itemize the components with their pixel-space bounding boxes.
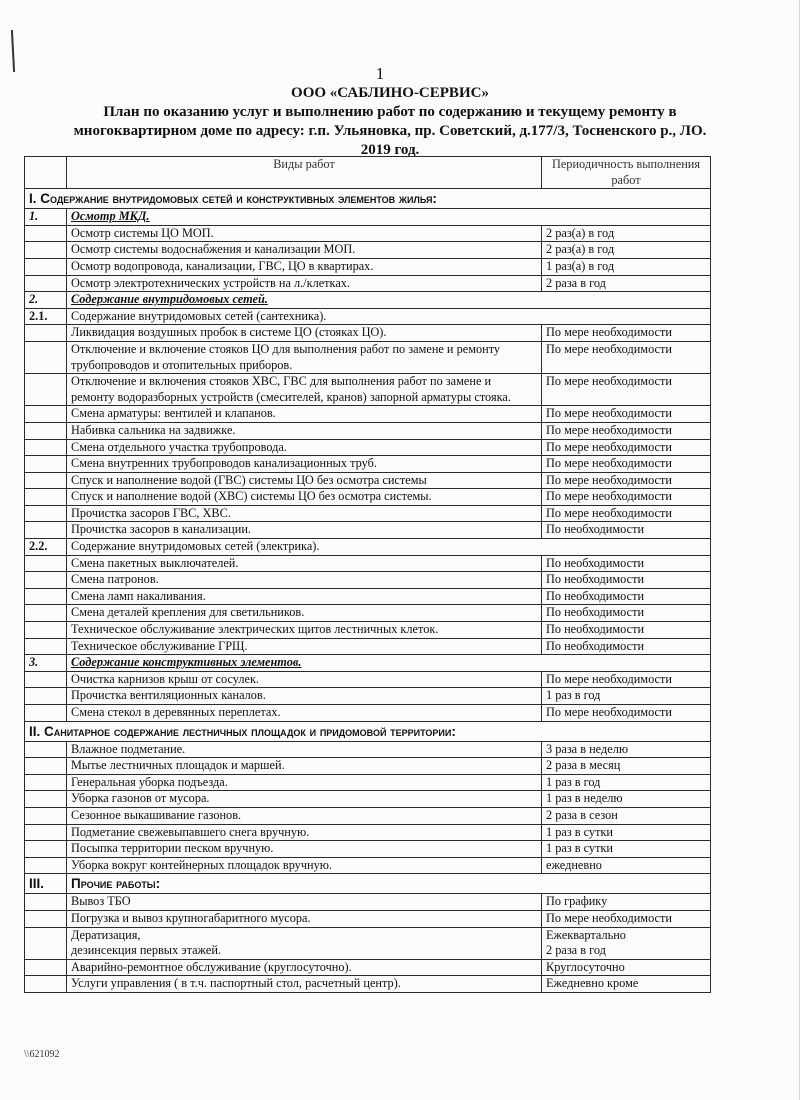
section-heading-row [25, 874, 711, 894]
table-row [25, 275, 711, 292]
work-description: Подметание свежевыпавшего снега вручную. [67, 824, 542, 841]
subsection-title [67, 539, 711, 556]
company-name: ООО «САБЛИНО-СЕРВИС» [291, 85, 489, 101]
work-periodicity: По необходимости [542, 588, 711, 605]
item-number [25, 439, 67, 456]
item-number [25, 225, 67, 242]
work-periodicity: Ежеквартально 2 раза в год [542, 927, 711, 959]
work-description: Осмотр системы ЦО МОП. [67, 225, 542, 242]
work-periodicity: 2 раза в сезон [542, 807, 711, 824]
table-row [25, 522, 711, 539]
work-description: Отключение и включение стояков ЦО для выполнения работ по замене и ремонту трубопроводов и отопительных приборов. [67, 341, 542, 373]
work-description: Прочистка засоров в канализации. [67, 522, 542, 539]
header-works-cell: Виды работ [67, 157, 542, 189]
work-description: Уборка газонов от мусора. [67, 791, 542, 808]
section-number: III. [25, 874, 67, 894]
document-code: \\621092 [24, 1049, 60, 1060]
subsection-row [25, 655, 711, 672]
subsection-title-text: Содержание внутридомовых сетей. [71, 292, 268, 307]
section-title: Прочие работы: [67, 874, 711, 894]
table-row [25, 555, 711, 572]
table-row [25, 325, 711, 342]
item-number [25, 374, 67, 406]
work-description: Мытье лестничных площадок и маршей. [67, 758, 542, 775]
work-periodicity: ежедневно [542, 857, 711, 874]
work-description: Дератизация, дезинсекция первых этажей. [67, 927, 542, 959]
subsection-title [67, 209, 711, 226]
table-row [25, 688, 711, 705]
plan-title-line-1: План по оказанию услуг и выполнению работ по содержанию и текущему ремонту в [103, 104, 677, 120]
table-row [25, 894, 711, 911]
item-number [25, 894, 67, 911]
work-description: Ликвидация воздушных пробок в системе ЦО (стояках ЦО). [67, 325, 542, 342]
table-row [25, 406, 711, 423]
table-row [25, 741, 711, 758]
subsection-row [25, 308, 711, 325]
work-description: Смена пакетных выключателей. [67, 555, 542, 572]
item-number [25, 688, 67, 705]
work-description: Смена деталей крепления для светильников. [67, 605, 542, 622]
subsection-title [67, 308, 711, 325]
subsection-title-text: Содержание внутридомовых сетей (сантехника). [71, 308, 327, 323]
work-description: Погрузка и вывоз крупногабаритного мусора. [67, 910, 542, 927]
work-description: Сезонное выкашивание газонов. [67, 807, 542, 824]
work-description: Аварийно-ремонтное обслуживание (круглосуточно). [67, 959, 542, 976]
work-description: Техническое обслуживание электрических щитов лестничных клеток. [67, 622, 542, 639]
table-row [25, 242, 711, 259]
table-row [25, 489, 711, 506]
table-row [25, 472, 711, 489]
subsection-title-text: Содержание внутридомовых сетей (электрика). [71, 539, 320, 554]
work-periodicity: По мере необходимости [542, 325, 711, 342]
work-periodicity: По мере необходимости [542, 422, 711, 439]
item-number [25, 522, 67, 539]
work-periodicity: По мере необходимости [542, 341, 711, 373]
table-row [25, 791, 711, 808]
work-periodicity: 2 раз(а) в год [542, 242, 711, 259]
item-number [25, 456, 67, 473]
work-periodicity: 1 раз(а) в год [542, 258, 711, 275]
item-number [25, 824, 67, 841]
work-periodicity: По мере необходимости [542, 439, 711, 456]
work-periodicity: По необходимости [542, 638, 711, 655]
item-number [25, 258, 67, 275]
work-periodicity: По необходимости [542, 572, 711, 589]
item-number: 1. [25, 209, 67, 226]
table-row [25, 927, 711, 959]
work-periodicity: 1 раз в год [542, 774, 711, 791]
table-row [25, 638, 711, 655]
work-description: Смена внутренних трубопроводов канализационных труб. [67, 456, 542, 473]
item-number [25, 758, 67, 775]
item-number [25, 341, 67, 373]
item-number [25, 857, 67, 874]
item-number [25, 774, 67, 791]
item-number [25, 741, 67, 758]
work-periodicity: По мере необходимости [542, 910, 711, 927]
item-number [25, 807, 67, 824]
table-row [25, 374, 711, 406]
item-number [25, 638, 67, 655]
table-row [25, 505, 711, 522]
subsection-title-text: Содержание конструктивных элементов. [71, 655, 302, 670]
table-row [25, 588, 711, 605]
work-description: Спуск и наполнение водой (ХВС) системы ЦО без осмотра системы. [67, 489, 542, 506]
work-description: Очистка карнизов крыш от сосулек. [67, 671, 542, 688]
works-plan-table [24, 156, 711, 993]
work-description: Уборка вокруг контейнерных площадок вручную. [67, 857, 542, 874]
work-description: Прочистка засоров ГВС, ХВС. [67, 505, 542, 522]
table-row [25, 572, 711, 589]
item-number [25, 275, 67, 292]
item-number [25, 910, 67, 927]
table-row [25, 422, 711, 439]
work-description: Осмотр электротехнических устройств на л./клетках. [67, 275, 542, 292]
table-row [25, 774, 711, 791]
subsection-title [67, 655, 711, 672]
table-row [25, 671, 711, 688]
work-description: Смена стекол в деревянных переплетах. [67, 705, 542, 722]
item-number [25, 489, 67, 506]
work-periodicity: 2 раз(а) в год [542, 225, 711, 242]
item-number [25, 959, 67, 976]
item-number [25, 841, 67, 858]
work-periodicity: 2 раза в год [542, 275, 711, 292]
table-row [25, 758, 711, 775]
table-row [25, 705, 711, 722]
work-description: Влажное подметание. [67, 741, 542, 758]
work-periodicity: По мере необходимости [542, 505, 711, 522]
item-number [25, 671, 67, 688]
work-periodicity: Круглосуточно [542, 959, 711, 976]
work-periodicity: По мере необходимости [542, 472, 711, 489]
item-number [25, 572, 67, 589]
section-heading-row [25, 721, 711, 741]
subsection-row [25, 539, 711, 556]
item-number [25, 622, 67, 639]
table-row [25, 976, 711, 993]
work-description: Прочистка вентиляционных каналов. [67, 688, 542, 705]
item-number: 2.2. [25, 539, 67, 556]
subsection-title-text: Осмотр МКД. [71, 209, 150, 224]
table-row [25, 605, 711, 622]
work-description: Осмотр системы водоснабжения и канализации МОП. [67, 242, 542, 259]
item-number [25, 927, 67, 959]
item-number: 3. [25, 655, 67, 672]
work-periodicity: По мере необходимости [542, 705, 711, 722]
work-periodicity: По необходимости [542, 522, 711, 539]
work-periodicity: По мере необходимости [542, 456, 711, 473]
plan-title-line-2: многоквартирном доме по адресу: г.п. Ульяновка, пр. Советский, д.177/3, Тосненского р., ЛО. [73, 123, 707, 139]
work-periodicity: По графику [542, 894, 711, 911]
item-number [25, 406, 67, 423]
item-number [25, 555, 67, 572]
table-row [25, 959, 711, 976]
table-row [25, 622, 711, 639]
section-heading-row [25, 189, 711, 209]
section-title: I. Содержание внутридомовых сетей и конструктивных элементов жилья: [25, 189, 711, 209]
table-row [25, 439, 711, 456]
work-periodicity: Ежедневно кроме [542, 976, 711, 993]
item-number: 2. [25, 292, 67, 309]
item-number: 2.1. [25, 308, 67, 325]
work-periodicity: По необходимости [542, 605, 711, 622]
table-row [25, 807, 711, 824]
work-periodicity: По мере необходимости [542, 489, 711, 506]
work-description: Спуск и наполнение водой (ГВС) системы ЦО без осмотра системы [67, 472, 542, 489]
header-num-cell [25, 157, 67, 189]
section-title: II. Санитарное содержание лестничных площадок и придомовой территории: [25, 721, 711, 741]
work-periodicity: По мере необходимости [542, 671, 711, 688]
header-period-cell: Периодичность выполнения работ [542, 157, 711, 189]
work-description: Смена патронов. [67, 572, 542, 589]
item-number [25, 325, 67, 342]
work-periodicity: 1 раз в неделю [542, 791, 711, 808]
work-description: Техническое обслуживание ГРЩ. [67, 638, 542, 655]
table-row [25, 456, 711, 473]
item-number [25, 505, 67, 522]
item-number [25, 705, 67, 722]
work-periodicity: По необходимости [542, 622, 711, 639]
table-row [25, 910, 711, 927]
table-row [25, 258, 711, 275]
table-row [25, 225, 711, 242]
work-description: Осмотр водопровода, канализации, ГВС, ЦО в квартирах. [67, 258, 542, 275]
table-header-row [25, 157, 711, 189]
item-number [25, 588, 67, 605]
work-description: Отключение и включения стояков ХВС, ГВС для выполнения работ по замене и ремонту водоразборных устройств (смесителей, кранов) запорной арматуры стояка. [67, 374, 542, 406]
work-description: Набивка сальника на задвижке. [67, 422, 542, 439]
subsection-row [25, 209, 711, 226]
table-row [25, 841, 711, 858]
page-number: 1 [375, 64, 385, 83]
plan-year: 2019 год. [360, 142, 420, 158]
work-periodicity: По необходимости [542, 555, 711, 572]
work-periodicity: По мере необходимости [542, 406, 711, 423]
subsection-row [25, 292, 711, 309]
work-periodicity: 3 раза в неделю [542, 741, 711, 758]
work-periodicity: 2 раза в месяц [542, 758, 711, 775]
work-description: Смена арматуры: вентилей и клапанов. [67, 406, 542, 423]
work-description: Генеральная уборка подъезда. [67, 774, 542, 791]
work-description: Посыпка территории песком вручную. [67, 841, 542, 858]
work-description: Вывоз ТБО [67, 894, 542, 911]
work-description: Смена ламп накаливания. [67, 588, 542, 605]
work-periodicity: 1 раз в сутки [542, 841, 711, 858]
item-number [25, 242, 67, 259]
subsection-title [67, 292, 711, 309]
item-number [25, 976, 67, 993]
item-number [25, 422, 67, 439]
work-periodicity: 1 раз в сутки [542, 824, 711, 841]
table-row [25, 824, 711, 841]
document-title [20, 84, 760, 160]
item-number [25, 472, 67, 489]
table-row [25, 857, 711, 874]
table-row [25, 341, 711, 373]
work-description: Смена отдельного участка трубопровода. [67, 439, 542, 456]
work-description: Услуги управления ( в т.ч. паспортный стол, расчетный центр). [67, 976, 542, 993]
work-periodicity: По мере необходимости [542, 374, 711, 406]
work-periodicity: 1 раз в год [542, 688, 711, 705]
item-number [25, 791, 67, 808]
item-number [25, 605, 67, 622]
